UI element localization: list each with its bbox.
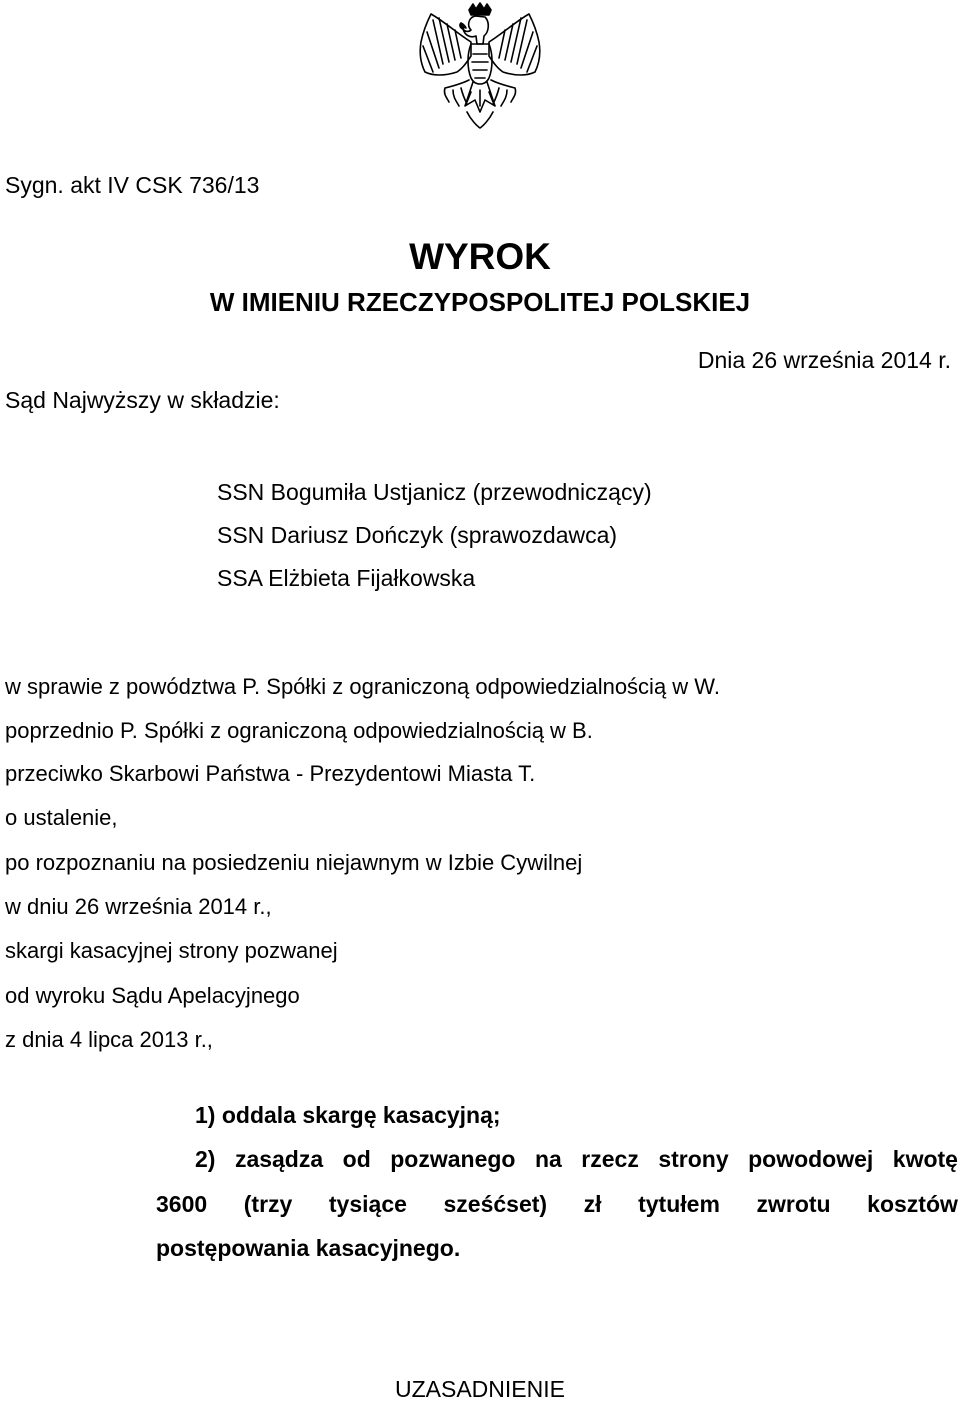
case-signature: Sygn. akt IV CSK 736/13 xyxy=(5,172,260,198)
court-composition-label: Sąd Najwyższy w składzie: xyxy=(5,387,280,413)
ruling-point-2-line-1 xyxy=(195,1148,958,1171)
judge-rapporteur: SSN Dariusz Dończyk (sprawozdawca) xyxy=(217,522,618,548)
ruling-point-2-line-3: postępowania kasacyjnego. xyxy=(156,1235,461,1261)
ruling-word: od xyxy=(342,1146,371,1172)
ruling-word: kwotę xyxy=(892,1146,958,1172)
case-line: skargi kasacyjnej strony pozwanej xyxy=(5,938,338,963)
case-line: po rozpoznaniu na posiedzeniu niejawnym w Izbie Cywilnej xyxy=(5,850,583,875)
ruling-point-1: 1) oddala skargę kasacyjną; xyxy=(195,1102,501,1128)
case-line: o ustalenie, xyxy=(5,805,118,830)
case-line: od wyroku Sądu Apelacyjnego xyxy=(5,983,300,1008)
ruling-word: zasądza xyxy=(234,1146,324,1172)
case-line: w dniu 26 września 2014 r., xyxy=(5,894,272,919)
document-title: WYROK xyxy=(409,236,551,277)
polish-eagle-emblem xyxy=(413,2,547,130)
ruling-word: tytułem xyxy=(638,1191,720,1217)
ruling-word: tysiące xyxy=(328,1191,407,1217)
document-subtitle: W IMIENIU RZECZYPOSPOLITEJ POLSKIEJ xyxy=(209,287,751,317)
case-line: poprzednio P. Spółki z ograniczoną odpowiedzialnością w B. xyxy=(5,718,593,743)
judge-member: SSA Elżbieta Fijałkowska xyxy=(217,565,476,591)
ruling-point-2-line-2 xyxy=(156,1193,958,1216)
ruling-word: (trzy xyxy=(243,1191,293,1217)
ruling-word: kosztów xyxy=(867,1191,958,1217)
ruling-word: zł xyxy=(583,1191,602,1217)
case-line: przeciwko Skarbowi Państwa - Prezydentowi Miasta T. xyxy=(5,761,536,786)
ruling-word: powodowej xyxy=(748,1146,874,1172)
ruling-word: pozwanego xyxy=(390,1146,516,1172)
case-line: z dnia 4 lipca 2013 r., xyxy=(5,1027,213,1052)
ruling-word: rzecz xyxy=(581,1146,639,1172)
ruling-word: na xyxy=(534,1146,562,1172)
ruling-word: zwrotu xyxy=(756,1191,831,1217)
ruling-word: sześćset) xyxy=(443,1191,548,1217)
ruling-date: Dnia 26 września 2014 r. xyxy=(697,347,951,373)
ruling-word: strony xyxy=(658,1146,729,1172)
judge-presiding: SSN Bogumiła Ustjanicz (przewodniczący) xyxy=(217,479,652,505)
ruling-word: 3600 xyxy=(156,1191,208,1217)
ruling-word: 2) xyxy=(195,1146,216,1172)
case-line: w sprawie z powództwa P. Spółki z ograniczoną odpowiedzialnością w W. xyxy=(5,674,720,699)
justification-heading: UZASADNIENIE xyxy=(395,1376,565,1402)
